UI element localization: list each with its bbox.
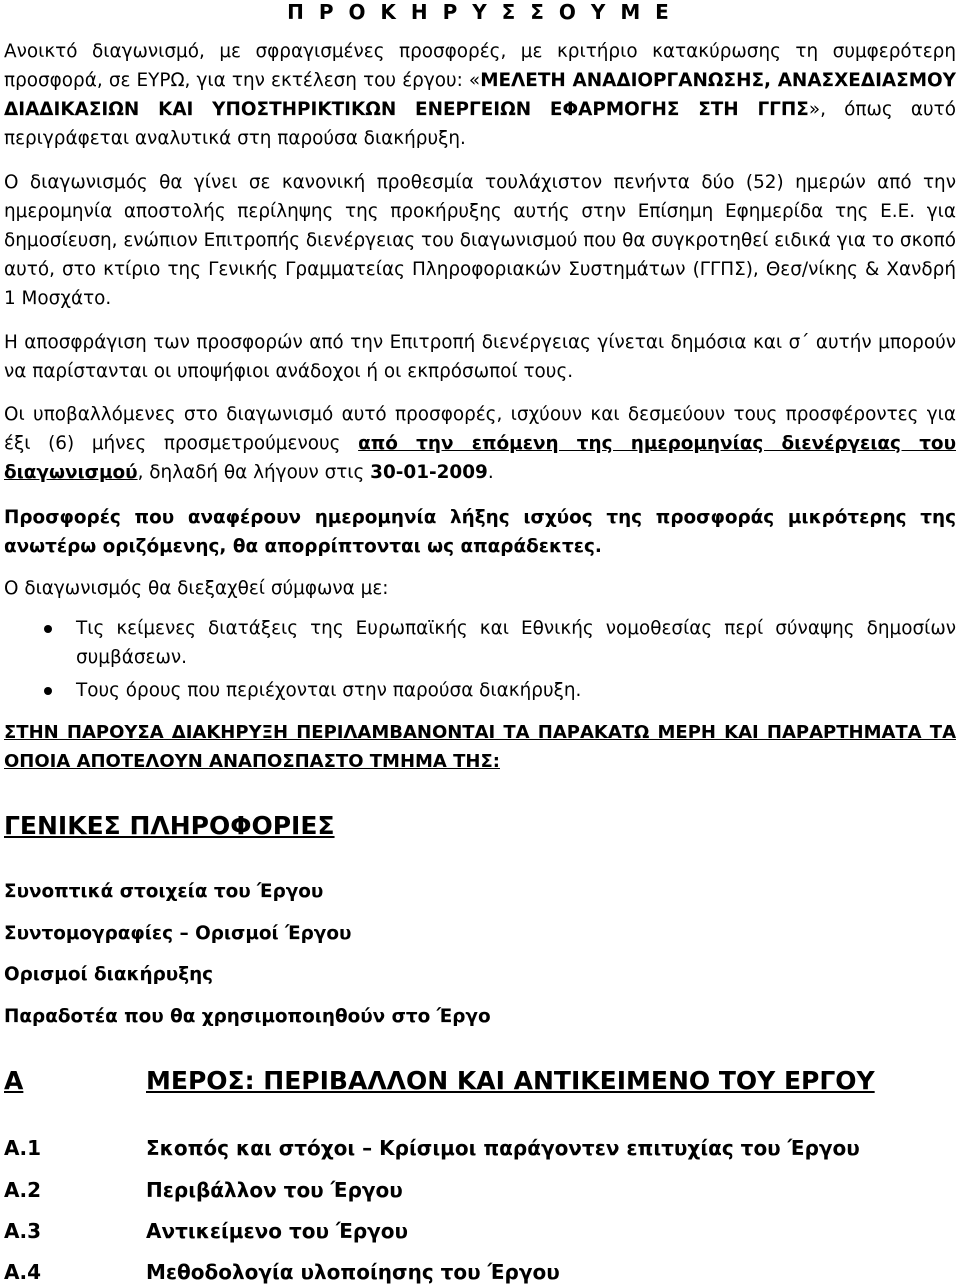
general-item: Συνοπτικά στοιχεία του Έργου [4, 881, 324, 902]
expiry-date: 30-01-2009 [370, 462, 488, 483]
subsection-number: Α.1 [4, 1136, 41, 1160]
intro-paragraph [4, 37, 956, 153]
document-title: Π Ρ Ο Κ Η Ρ Υ Σ Σ Ο Υ Μ Ε [287, 0, 673, 24]
governing-rules-paragraph: Ο διαγωνισμός θα διεξαχθεί σύμφωνα με: [4, 578, 389, 599]
general-item: Ορισμοί διακήρυξης [4, 964, 214, 985]
rejection-paragraph: Προσφορές που αναφέρουν ημερομηνία λήξης ισχύος της προσφοράς μικρότερης της ανωτέρω οριζόμενης, θα απορρίπτονται ως απαράδεκτες. [4, 507, 956, 557]
contents-intro: ΣΤΗΝ ΠΑΡΟΥΣΑ ΔΙΑΚΗΡΥΞΗ ΠΕΡΙΛΑΜΒΑΝΟΝΤΑΙ ΤΑ ΠΑΡΑΚΑΤΩ ΜΕΡΗ ΚΑΙ ΠΑΡΑΡΤΗΜΑΤΑ ΤΑ ΟΠΟΙΑ ΑΠΟΤΕΛΟΥΝ ΑΝΑΠΟΣΠΑΣΤΟ ΤΜΗΜΑ ΤΗΣ: [4, 722, 956, 772]
section-number: Α [4, 1066, 24, 1095]
validity-paragraph [4, 400, 956, 487]
validity-start-text: από την επόμενη της ημερομηνίας διενέργειας του διαγωνισμού [4, 433, 956, 483]
subsection-number: Α.3 [4, 1219, 41, 1243]
subsection-number: Α.2 [4, 1178, 41, 1202]
subsection-number: Α.4 [4, 1260, 41, 1284]
deadline-paragraph: Ο διαγωνισμός θα γίνει σε κανονική προθεσμία τουλάχιστον πενήντα δύο (52) ημερών από την ημερομηνία αποστολής περίληψης της προκήρυξης αυτής στην Επίσημη Εφημερίδα της Ε.Ε. για δημοσίευση, ενώπιον Επιτροπής διενέργειας του διαγωνισμού που θα συγκροτηθεί ειδικά για το σκοπό αυτό, στο κτίριο της Γενικής Γραμματείας Πληροφοριακών Συστημάτων (ΓΓΠΣ), Θεσ/νίκης & Χανδρή 1 Μοσχάτο. [4, 172, 957, 309]
bullet-icon [44, 625, 52, 633]
subsection-label: Περιβάλλον του Έργου [146, 1178, 403, 1202]
list-item-text: Τους όρους που περιέχονται στην παρούσα διακήρυξη. [76, 680, 582, 701]
bullet-icon [44, 687, 52, 695]
validity-text-a: Οι υποβαλλόμενες στο διαγωνισμό αυτό προσφορές, ισχύουν και δεσμεύουν τους προσφέροντες για έξι (6) μήνες προσμετρούμενους [4, 404, 956, 454]
unsealing-paragraph: Η αποσφράγιση των προσφορών από την Επιτροπή διενέργειας γίνεται δημόσια και σ΄ αυτήν μπορούν να παρίστανται οι υποψήφιοι ανάδοχοι ή οι εκπρόσωποί τους. [4, 332, 956, 382]
subsection-label: Μεθοδολογία υλοποίησης του Έργου [146, 1260, 560, 1284]
general-item: Συντομογραφίες – Ορισμοί Έργου [4, 923, 352, 944]
general-item: Παραδοτέα που θα χρησιμοποιηθούν στο Έργο [4, 1006, 491, 1027]
section-heading-general: ΓΕΝΙΚΕΣ ΠΛΗΡΟΦΟΡΙΕΣ [4, 811, 335, 840]
list-item-text: Τις κείμενες διατάξεις της Ευρωπαϊκής και Εθνικής νομοθεσίας περί σύναψης δημοσίων συμβάσεων. [76, 618, 956, 668]
validity-text-c: , δηλαδή θα λήγουν στις [137, 462, 371, 483]
subsection-label: Αντικείμενο του Έργου [146, 1219, 409, 1243]
validity-text-e: . [487, 462, 494, 483]
project-title: ΜΕΛΕΤΗ ΑΝΑΔΙΟΡΓΑΝΩΣΗΣ, ΑΝΑΣΧΕΔΙΑΣΜΟΥ ΔΙΑΔΙΚΑΣΙΩΝ ΚΑΙ ΥΠΟΣΤΗΡΙΚΤΙΚΩΝ ΕΝΕΡΓΕΙΩΝ ΕΦΑΡΜΟΓΗΣ ΣΤΗ ΓΓΠΣ [4, 70, 956, 120]
intro-text-a: Ανοικτό διαγωνισμό, με σφραγισμένες προσφορές, με κριτήριο κατακύρωσης τη συμφερότερη προσφορά, σε ΕΥΡΩ, για την εκτέλεση του έργου: « [4, 41, 956, 91]
intro-text-c: », όπως αυτό περιγράφεται αναλυτικά στη παρούσα διακήρυξη. [4, 99, 957, 149]
subsection-label: Σκοπός και στόχοι – Κρίσιμοι παράγοντεν επιτυχίας του Έργου [146, 1136, 860, 1160]
section-label: ΜΕΡΟΣ: ΠΕΡΙΒΑΛΛΟΝ ΚΑΙ ΑΝΤΙΚΕΙΜΕΝΟ ΤΟΥ ΕΡΓΟΥ [146, 1066, 875, 1095]
